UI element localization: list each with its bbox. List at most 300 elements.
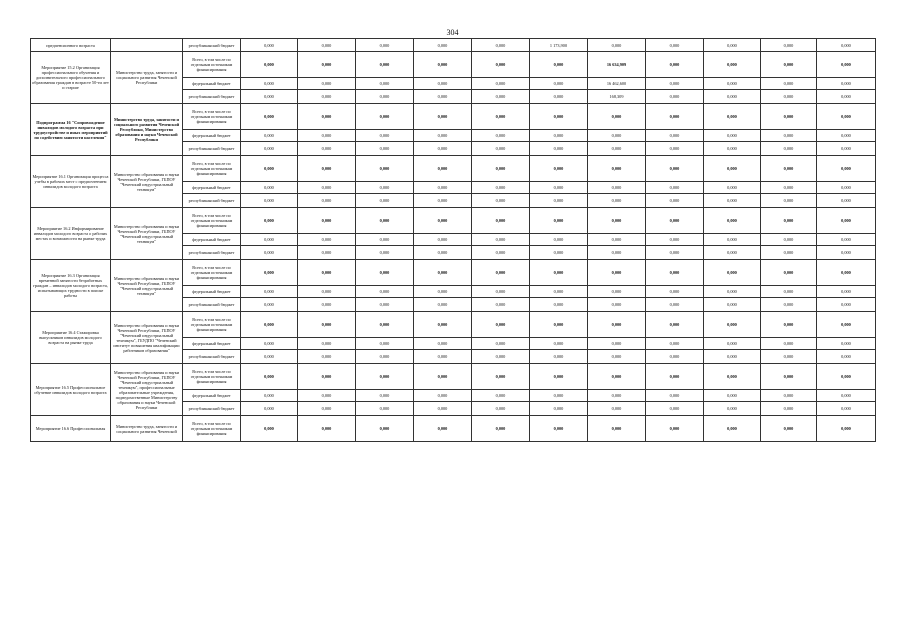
amount-cell: 0,000: [817, 52, 876, 78]
amount-cell: 0,000: [298, 402, 356, 416]
amount-cell: 0,000: [414, 260, 472, 286]
funding-source-cell: Всего, в том числе по отдельным источникам финансирования: [183, 52, 241, 78]
amount-cell: 0,000: [530, 208, 588, 234]
amount-cell: 0,000: [646, 390, 704, 402]
amount-cell: 0,000: [646, 364, 704, 390]
amount-cell: 0,000: [761, 390, 817, 402]
executor-cell: Министерство образования и науки Чеченской Республики, ГБПОУ "Чеченский индустриальный техникум": [111, 156, 183, 208]
amount-cell: 0,000: [646, 286, 704, 298]
amount-cell: 0,000: [356, 90, 414, 104]
amount-cell: 0,000: [646, 194, 704, 208]
amount-cell: 0,000: [761, 182, 817, 194]
amount-cell: 0,000: [588, 312, 646, 338]
amount-cell: 0,000: [704, 39, 761, 52]
amount-cell: 0,000: [472, 194, 530, 208]
amount-cell: 0,000: [761, 416, 817, 442]
amount-cell: 0,000: [704, 234, 761, 246]
amount-cell: 0,000: [241, 416, 298, 442]
amount-cell: 0,000: [241, 52, 298, 78]
amount-cell: 0,000: [472, 208, 530, 234]
amount-cell: 0,000: [817, 156, 876, 182]
amount-cell: 0,000: [472, 312, 530, 338]
amount-cell: 0,000: [530, 52, 588, 78]
amount-cell: 0,000: [530, 156, 588, 182]
amount-cell: 0,000: [530, 142, 588, 156]
amount-cell: 0,000: [704, 194, 761, 208]
amount-cell: 0,000: [588, 402, 646, 416]
amount-cell: 0,000: [588, 286, 646, 298]
amount-cell: 0,000: [817, 286, 876, 298]
amount-cell: 0,000: [817, 246, 876, 260]
amount-cell: 0,000: [817, 402, 876, 416]
amount-cell: 0,000: [817, 90, 876, 104]
amount-cell: 0,000: [298, 142, 356, 156]
funding-source-cell: федеральный бюджет: [183, 286, 241, 298]
executor-cell: Министерство труда, занятости и социального развития Чеченской: [111, 416, 183, 442]
amount-cell: 0,000: [588, 39, 646, 52]
amount-cell: 0,000: [298, 338, 356, 350]
amount-cell: 0,000: [704, 416, 761, 442]
amount-cell: 0,000: [298, 194, 356, 208]
amount-cell: 0,000: [414, 246, 472, 260]
amount-cell: 0,000: [472, 52, 530, 78]
amount-cell: 0,000: [241, 260, 298, 286]
amount-cell: 0,000: [298, 234, 356, 246]
amount-cell: 0,000: [817, 312, 876, 338]
amount-cell: 0,000: [588, 156, 646, 182]
amount-cell: 0,000: [530, 246, 588, 260]
amount-cell: 0,000: [530, 390, 588, 402]
amount-cell: 0,000: [241, 156, 298, 182]
amount-cell: 0,000: [241, 182, 298, 194]
amount-cell: 0,000: [588, 104, 646, 130]
amount-cell: 0,000: [241, 39, 298, 52]
amount-cell: 0,000: [472, 90, 530, 104]
page-number: 304: [446, 28, 459, 37]
amount-cell: 0,000: [298, 52, 356, 78]
amount-cell: 0,000: [761, 194, 817, 208]
amount-cell: 0,000: [298, 390, 356, 402]
amount-cell: 0,000: [588, 416, 646, 442]
amount-cell: 0,000: [356, 246, 414, 260]
amount-cell: 0,000: [414, 390, 472, 402]
amount-cell: 0,000: [704, 364, 761, 390]
amount-cell: 0,000: [530, 90, 588, 104]
amount-cell: 0,000: [472, 260, 530, 286]
executor-cell: [111, 39, 183, 52]
amount-cell: 0,000: [414, 298, 472, 312]
amount-cell: 0,000: [298, 312, 356, 338]
measure-name-cell: Мероприятие 15.2 Организация профессионального обучения и дополнительного профессионального образования граждан в возрасте 50-ти лет и старше: [31, 52, 111, 104]
amount-cell: 0,000: [704, 260, 761, 286]
amount-cell: 0,000: [241, 298, 298, 312]
amount-cell: 0,000: [704, 104, 761, 130]
amount-cell: 0,000: [414, 312, 472, 338]
amount-cell: 1 173,900: [530, 39, 588, 52]
amount-cell: 0,000: [646, 234, 704, 246]
amount-cell: 0,000: [356, 78, 414, 90]
funding-source-cell: республиканский бюджет: [183, 39, 241, 52]
amount-cell: 0,000: [241, 350, 298, 364]
funding-source-cell: федеральный бюджет: [183, 182, 241, 194]
funding-source-cell: Всего, в том числе по отдельным источникам финансирования: [183, 260, 241, 286]
table-row: [31, 416, 876, 442]
measure-name-cell: Подпрограмма 16 "Сопровождение инвалидов молодого возраста при трудоустройстве и иных мероприятий по содействию занятости населения": [31, 104, 111, 156]
amount-cell: 0,000: [414, 90, 472, 104]
amount-cell: 0,000: [414, 208, 472, 234]
amount-cell: 0,000: [241, 286, 298, 298]
amount-cell: 0,000: [298, 364, 356, 390]
amount-cell: 0,000: [241, 78, 298, 90]
amount-cell: 0,000: [588, 208, 646, 234]
amount-cell: 0,000: [414, 402, 472, 416]
funding-source-cell: республиканский бюджет: [183, 142, 241, 156]
amount-cell: 0,000: [646, 416, 704, 442]
amount-cell: 0,000: [530, 364, 588, 390]
amount-cell: 0,000: [588, 234, 646, 246]
executor-cell: Министерство образования и науки Чеченской Республики, ГБПОУ "Чеченский индустриальный техникум", ГБУДПО "Чеченский институт повышения квалификации работников образования": [111, 312, 183, 364]
funding-source-cell: Всего, в том числе по отдельным источникам финансирования: [183, 364, 241, 390]
amount-cell: 0,000: [414, 234, 472, 246]
funding-source-cell: республиканский бюджет: [183, 246, 241, 260]
amount-cell: 0,000: [530, 286, 588, 298]
amount-cell: 0,000: [241, 142, 298, 156]
amount-cell: 0,000: [817, 182, 876, 194]
measure-name-cell: Мероприятие 16.3 Организация временной занятости безработных граждан – инвалидов молодого возраста, испытывающих трудности в поиске работы: [31, 260, 111, 312]
amount-cell: 0,000: [414, 78, 472, 90]
funding-source-cell: республиканский бюджет: [183, 298, 241, 312]
amount-cell: 0,000: [646, 39, 704, 52]
amount-cell: 0,000: [241, 208, 298, 234]
amount-cell: 0,000: [298, 246, 356, 260]
amount-cell: 0,000: [414, 338, 472, 350]
amount-cell: 0,000: [414, 194, 472, 208]
amount-cell: 0,000: [588, 350, 646, 364]
amount-cell: 168,309: [588, 90, 646, 104]
amount-cell: 0,000: [704, 298, 761, 312]
amount-cell: 0,000: [761, 130, 817, 142]
amount-cell: 0,000: [472, 338, 530, 350]
amount-cell: 0,000: [298, 208, 356, 234]
amount-cell: 0,000: [241, 104, 298, 130]
amount-cell: 0,000: [241, 246, 298, 260]
amount-cell: 0,000: [704, 390, 761, 402]
amount-cell: 0,000: [414, 156, 472, 182]
amount-cell: 0,000: [472, 402, 530, 416]
amount-cell: 0,000: [414, 142, 472, 156]
amount-cell: 0,000: [588, 194, 646, 208]
amount-cell: 0,000: [356, 194, 414, 208]
measure-name-cell: Мероприятие 16.2 Информирование инвалидов молодого возраста о рабочих местах и возможности на рынке труда: [31, 208, 111, 260]
amount-cell: 0,000: [414, 350, 472, 364]
amount-cell: 0,000: [530, 312, 588, 338]
amount-cell: 0,000: [646, 52, 704, 78]
amount-cell: 0,000: [704, 208, 761, 234]
table-row: [31, 208, 876, 234]
measure-name-cell: Мероприятие 16.4 Стажировка выпускников инвалидов молодого возраста на рынке труда: [31, 312, 111, 364]
amount-cell: 0,000: [646, 402, 704, 416]
amount-cell: 0,000: [472, 390, 530, 402]
amount-cell: 0,000: [530, 104, 588, 130]
funding-source-cell: Всего, в том числе по отдельным источникам финансирования: [183, 208, 241, 234]
amount-cell: 0,000: [646, 338, 704, 350]
amount-cell: 0,000: [817, 350, 876, 364]
amount-cell: 0,000: [356, 338, 414, 350]
amount-cell: 0,000: [298, 39, 356, 52]
amount-cell: 0,000: [761, 78, 817, 90]
amount-cell: 0,000: [646, 312, 704, 338]
amount-cell: 0,000: [298, 350, 356, 364]
funding-source-cell: федеральный бюджет: [183, 130, 241, 142]
amount-cell: 0,000: [704, 338, 761, 350]
amount-cell: 0,000: [414, 104, 472, 130]
amount-cell: 0,000: [588, 338, 646, 350]
amount-cell: 0,000: [588, 390, 646, 402]
amount-cell: 0,000: [761, 298, 817, 312]
amount-cell: 0,000: [298, 298, 356, 312]
amount-cell: 0,000: [530, 298, 588, 312]
amount-cell: 0,000: [241, 364, 298, 390]
measure-name-cell: Мероприятие 16.5 Профессиональное обучение инвалидов молодого возраста: [31, 364, 111, 416]
amount-cell: 0,000: [530, 194, 588, 208]
amount-cell: 0,000: [704, 182, 761, 194]
table-row: [31, 312, 876, 338]
amount-cell: 0,000: [588, 182, 646, 194]
amount-cell: 0,000: [241, 194, 298, 208]
funding-source-cell: федеральный бюджет: [183, 78, 241, 90]
funding-source-cell: федеральный бюджет: [183, 234, 241, 246]
amount-cell: 0,000: [761, 350, 817, 364]
amount-cell: 0,000: [817, 234, 876, 246]
amount-cell: 0,000: [472, 364, 530, 390]
amount-cell: 0,000: [704, 90, 761, 104]
amount-cell: 0,000: [817, 260, 876, 286]
amount-cell: 0,000: [472, 234, 530, 246]
amount-cell: 16 634,909: [588, 52, 646, 78]
budget-table: [30, 38, 876, 442]
amount-cell: 0,000: [356, 156, 414, 182]
table-row: [31, 364, 876, 390]
amount-cell: 0,000: [356, 286, 414, 298]
amount-cell: 0,000: [817, 298, 876, 312]
executor-cell: Министерство труда, занятости и социального развития Чеченской Республики: [111, 52, 183, 104]
amount-cell: 0,000: [817, 194, 876, 208]
amount-cell: 0,000: [356, 416, 414, 442]
amount-cell: 0,000: [817, 416, 876, 442]
table-row: [31, 104, 876, 130]
amount-cell: 0,000: [704, 78, 761, 90]
amount-cell: 0,000: [761, 260, 817, 286]
amount-cell: 0,000: [704, 312, 761, 338]
amount-cell: 0,000: [356, 350, 414, 364]
amount-cell: 0,000: [530, 402, 588, 416]
amount-cell: 0,000: [817, 142, 876, 156]
amount-cell: 0,000: [472, 142, 530, 156]
amount-cell: 0,000: [241, 312, 298, 338]
amount-cell: 0,000: [588, 246, 646, 260]
funding-source-cell: республиканский бюджет: [183, 402, 241, 416]
amount-cell: 0,000: [530, 182, 588, 194]
amount-cell: 0,000: [356, 260, 414, 286]
amount-cell: 0,000: [414, 182, 472, 194]
table-row: [31, 52, 876, 78]
table-row: [31, 39, 876, 52]
table-row: [31, 156, 876, 182]
amount-cell: 0,000: [241, 338, 298, 350]
amount-cell: 0,000: [356, 130, 414, 142]
amount-cell: 0,000: [472, 416, 530, 442]
amount-cell: 0,000: [472, 298, 530, 312]
amount-cell: 0,000: [472, 104, 530, 130]
funding-source-cell: Всего, в том числе по отдельным источникам финансирования: [183, 312, 241, 338]
amount-cell: 0,000: [530, 338, 588, 350]
amount-cell: 0,000: [646, 298, 704, 312]
amount-cell: 0,000: [646, 208, 704, 234]
amount-cell: 0,000: [588, 130, 646, 142]
amount-cell: 0,000: [356, 142, 414, 156]
amount-cell: 0,000: [298, 78, 356, 90]
amount-cell: 0,000: [817, 130, 876, 142]
amount-cell: 0,000: [646, 90, 704, 104]
amount-cell: 0,000: [356, 104, 414, 130]
amount-cell: 0,000: [646, 130, 704, 142]
amount-cell: 0,000: [356, 390, 414, 402]
amount-cell: 0,000: [530, 234, 588, 246]
amount-cell: 0,000: [298, 182, 356, 194]
amount-cell: 0,000: [356, 208, 414, 234]
amount-cell: 0,000: [414, 364, 472, 390]
amount-cell: 0,000: [472, 246, 530, 260]
amount-cell: 0,000: [472, 39, 530, 52]
amount-cell: 0,000: [704, 350, 761, 364]
table-body: [31, 39, 876, 442]
measure-name-cell: Мероприятие 16.6 Профессиональная: [31, 416, 111, 442]
amount-cell: 0,000: [761, 312, 817, 338]
amount-cell: 0,000: [704, 142, 761, 156]
amount-cell: 0,000: [761, 52, 817, 78]
amount-cell: 0,000: [761, 364, 817, 390]
amount-cell: 0,000: [761, 286, 817, 298]
amount-cell: 0,000: [530, 130, 588, 142]
amount-cell: 0,000: [472, 182, 530, 194]
amount-cell: 0,000: [530, 260, 588, 286]
amount-cell: 0,000: [704, 246, 761, 260]
amount-cell: 0,000: [356, 234, 414, 246]
amount-cell: 0,000: [414, 39, 472, 52]
executor-cell: Министерство образования и науки Чеченской Республики, ГБПОУ "Чеченский индустриальный техникум": [111, 208, 183, 260]
amount-cell: 0,000: [414, 416, 472, 442]
amount-cell: 0,000: [298, 104, 356, 130]
executor-cell: Министерство образования и науки Чеченской Республики, ГБПОУ "Чеченский индустриальный техникум", профессиональные образовательные учреждения, подведомственные Министерству образования и науки Чеченской Республики: [111, 364, 183, 416]
amount-cell: 0,000: [414, 52, 472, 78]
amount-cell: 0,000: [241, 390, 298, 402]
amount-cell: 0,000: [298, 416, 356, 442]
amount-cell: 0,000: [817, 338, 876, 350]
measure-name-cell: предпенсионного возраста: [31, 39, 111, 52]
amount-cell: 0,000: [646, 104, 704, 130]
amount-cell: 0,000: [298, 286, 356, 298]
amount-cell: 0,000: [356, 298, 414, 312]
amount-cell: 0,000: [530, 78, 588, 90]
amount-cell: 0,000: [472, 130, 530, 142]
amount-cell: 0,000: [646, 182, 704, 194]
amount-cell: 0,000: [704, 402, 761, 416]
amount-cell: 16 462,600: [588, 78, 646, 90]
amount-cell: 0,000: [298, 156, 356, 182]
budget-table-sheet: [30, 38, 876, 442]
funding-source-cell: Всего, в том числе по отдельным источникам финансирования: [183, 104, 241, 130]
amount-cell: 0,000: [817, 39, 876, 52]
amount-cell: 0,000: [761, 338, 817, 350]
amount-cell: 0,000: [761, 208, 817, 234]
amount-cell: 0,000: [761, 142, 817, 156]
amount-cell: 0,000: [646, 142, 704, 156]
amount-cell: 0,000: [588, 260, 646, 286]
amount-cell: 0,000: [588, 298, 646, 312]
amount-cell: 0,000: [298, 130, 356, 142]
amount-cell: 0,000: [817, 208, 876, 234]
amount-cell: 0,000: [414, 286, 472, 298]
amount-cell: 0,000: [646, 350, 704, 364]
amount-cell: 0,000: [414, 130, 472, 142]
amount-cell: 0,000: [761, 234, 817, 246]
amount-cell: 0,000: [298, 90, 356, 104]
executor-cell: Министерство образования и науки Чеченской Республики, ГБПОУ "Чеченский индустриальный техникум": [111, 260, 183, 312]
funding-source-cell: республиканский бюджет: [183, 350, 241, 364]
funding-source-cell: федеральный бюджет: [183, 390, 241, 402]
amount-cell: 0,000: [472, 156, 530, 182]
funding-source-cell: Всего, в том числе по отдельным источникам финансирования: [183, 156, 241, 182]
amount-cell: 0,000: [530, 416, 588, 442]
amount-cell: 0,000: [588, 142, 646, 156]
amount-cell: 0,000: [298, 260, 356, 286]
amount-cell: 0,000: [761, 39, 817, 52]
amount-cell: 0,000: [356, 364, 414, 390]
amount-cell: 0,000: [704, 286, 761, 298]
amount-cell: 0,000: [472, 286, 530, 298]
funding-source-cell: Всего, в том числе по отдельным источникам финансирования: [183, 416, 241, 442]
amount-cell: 0,000: [817, 364, 876, 390]
amount-cell: 0,000: [356, 182, 414, 194]
amount-cell: 0,000: [356, 402, 414, 416]
amount-cell: 0,000: [646, 260, 704, 286]
amount-cell: 0,000: [761, 104, 817, 130]
amount-cell: 0,000: [530, 350, 588, 364]
amount-cell: 0,000: [761, 246, 817, 260]
amount-cell: 0,000: [241, 234, 298, 246]
amount-cell: 0,000: [356, 52, 414, 78]
amount-cell: 0,000: [472, 350, 530, 364]
table-row: [31, 260, 876, 286]
amount-cell: 0,000: [761, 156, 817, 182]
amount-cell: 0,000: [241, 402, 298, 416]
amount-cell: 0,000: [356, 312, 414, 338]
amount-cell: 0,000: [817, 390, 876, 402]
amount-cell: 0,000: [646, 156, 704, 182]
amount-cell: 0,000: [817, 104, 876, 130]
funding-source-cell: республиканский бюджет: [183, 194, 241, 208]
amount-cell: 0,000: [704, 130, 761, 142]
amount-cell: 0,000: [588, 364, 646, 390]
amount-cell: 0,000: [761, 90, 817, 104]
amount-cell: 0,000: [356, 39, 414, 52]
amount-cell: 0,000: [704, 156, 761, 182]
amount-cell: 0,000: [241, 90, 298, 104]
amount-cell: 0,000: [761, 402, 817, 416]
amount-cell: 0,000: [646, 78, 704, 90]
executor-cell: Министерство труда, занятости и социального развития Чеченской Республики, Министерство образования и науки Чеченской Республики: [111, 104, 183, 156]
funding-source-cell: республиканский бюджет: [183, 90, 241, 104]
